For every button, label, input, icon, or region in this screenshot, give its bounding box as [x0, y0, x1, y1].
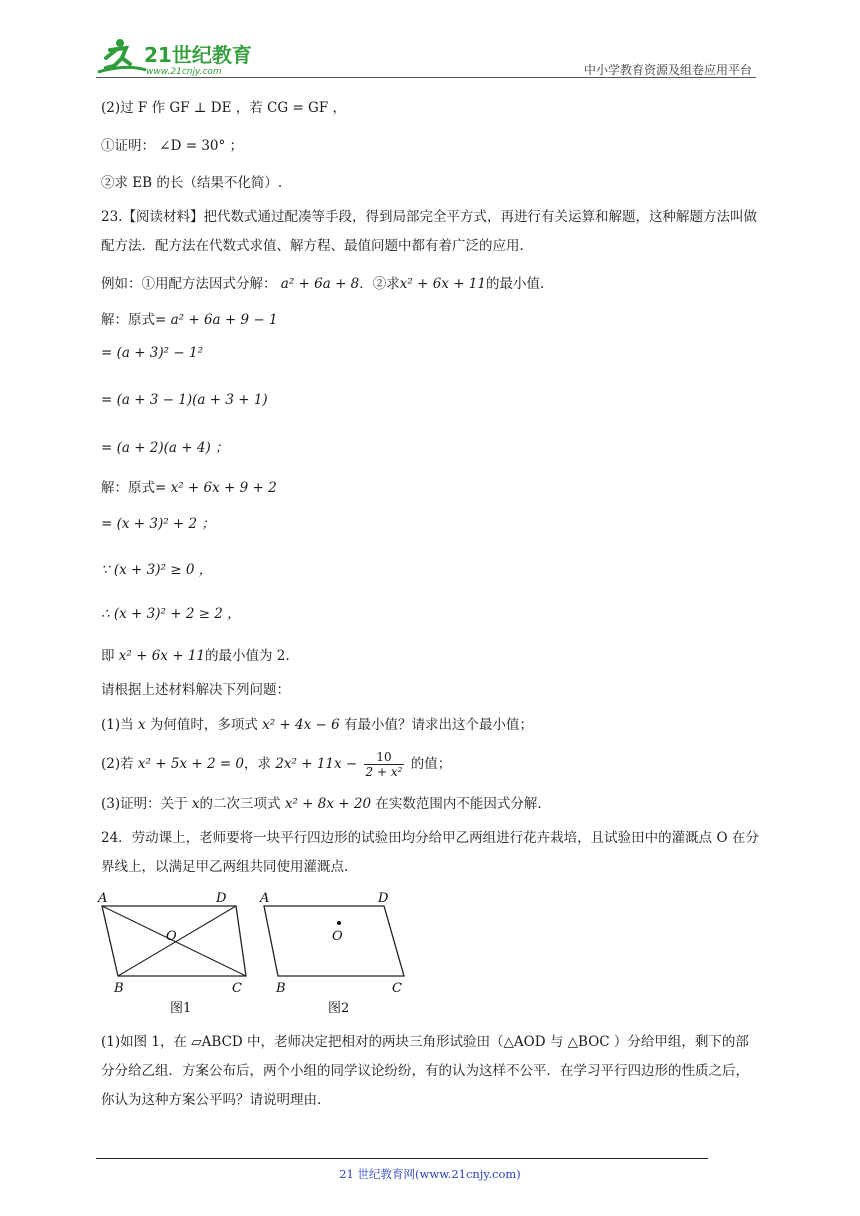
sq2-text-3: 的值；: [410, 756, 452, 772]
sq2-equation: x² + 5x + 2 = 0: [137, 756, 245, 772]
runner-icon: [98, 39, 146, 72]
example-line: [101, 274, 544, 294]
fraction-denominator: 2 + x²: [365, 765, 403, 779]
fig1-label-a: A: [98, 891, 108, 906]
sq3-text: (3)证明：关于: [101, 796, 188, 812]
parallelogram-figures: [96, 888, 426, 1018]
fig2-label-a: A: [260, 891, 270, 906]
conclusion-expr: x² + 6x + 11: [118, 648, 205, 664]
footer-link[interactable]: 21 世纪教育网(www.21cnjy.com): [339, 1167, 521, 1181]
example-expr-2: x² + 6x + 11: [399, 276, 486, 292]
sq3-expr: x² + 8x + 20: [284, 796, 372, 812]
solution1-step1: = (a + 3)² − 1²: [101, 345, 203, 361]
sq3-var: x: [191, 796, 200, 812]
sub-question-2: [101, 744, 451, 784]
q22-part2-2: ②求 EB 的长（结果不化简）.: [101, 175, 283, 191]
fig2-label-c: C: [392, 981, 402, 996]
sq3-text-3: 在实数范围内不能因式分解.: [375, 796, 542, 812]
page-header: [96, 36, 756, 78]
q22-part2: (2)过 F 作 GF ⊥ DE ，若 CG = GF ，: [101, 100, 347, 116]
fig2-label-o: O: [332, 929, 343, 944]
example-text-3: 的最小值.: [485, 276, 545, 292]
solution1-step2: = (a + 3 − 1)(a + 3 + 1): [101, 392, 268, 408]
footer-divider: [96, 1158, 708, 1159]
platform-name: 中小学教育资源及组卷应用平台: [583, 63, 752, 77]
instruction: 请根据上述材料解决下列问题：: [101, 682, 290, 698]
sq1-expr: x² + 4x − 6: [262, 717, 340, 733]
fig1-label-b: B: [114, 981, 124, 996]
sq2-expr: 2x² + 11x −: [275, 756, 358, 772]
q22-part2-1: ①证明： ∠D = 30° ；: [101, 138, 244, 154]
solution2-step3: ∴ (x + 3)² + 2 ≥ 2 ，: [101, 606, 241, 622]
figure-2: [259, 891, 404, 1016]
q24-intro: 24．劳动课上，老师要将一块平行四边形的试验田均分给甲乙两组进行花卉栽培，且试验田中的灌溉点 O 在分界线上，以满足甲乙两组共同使用灌溉点.: [101, 830, 759, 875]
example-expr-1: a² + 6a + 8: [280, 276, 360, 292]
fig2-label-b: B: [276, 981, 286, 996]
sq1-text: (1)当: [101, 717, 134, 733]
logo: [96, 36, 266, 78]
solution2-step2: ∵ (x + 3)² ≥ 0 ，: [101, 562, 213, 578]
fig1-label-d: D: [216, 891, 227, 906]
sq1-var: x: [137, 717, 146, 733]
fig2-label-d: D: [378, 891, 389, 906]
sq1-text-3: 有最小值？请求出这个最小值；: [344, 717, 534, 733]
figure-1: [97, 891, 246, 1016]
example-text-2: ．②求: [359, 276, 400, 292]
q24-part1: (1)如图 1，在 ▱ABCD 中，老师决定把相对的两块三角形试验田（△AOD 与 △BOC ）分给甲组，剩下的部分分给乙组．方案公布后，两个小组的同学议论纷纷，有的认为这样不公平．在学习平行四边形的性质之后，你认为这种方案公平吗？请说明理由.: [101, 1034, 749, 1108]
solution2-step0: = x² + 6x + 9 + 2: [155, 480, 277, 496]
solution2-step1: = (x + 3)² + 2 ；: [101, 516, 215, 532]
q23-intro: 23.【阅读材料】把代数式通过配凑等手段，得到局部完全平方式，再进行有关运算和解题，这种解题方法叫做配方法．配方法在代数式求值、解方程、最值问题中都有着广泛的应用.: [101, 209, 757, 254]
sub-question-1: [101, 715, 533, 735]
conclusion-text-2: 的最小值为 2.: [205, 648, 290, 664]
logo-url: www.21cnjy.com: [146, 67, 222, 77]
solution-label: 解：原式: [101, 312, 155, 328]
sq2-fraction: [364, 750, 405, 779]
solution-label: 解：原式: [101, 480, 155, 496]
fig2-point-o: [337, 921, 341, 925]
example-text: 例如：①用配方法因式分解：: [101, 276, 277, 292]
solution1-line0: [101, 310, 278, 330]
logo-text: 21世纪教育: [144, 43, 252, 67]
solution1-step0: = a² + 6a + 9 − 1: [155, 312, 278, 328]
sq2-text: (2)若: [101, 756, 134, 772]
solution1-step3: = (a + 2)(a + 4) ；: [101, 440, 229, 456]
solution2-line0: [101, 478, 277, 498]
sub-question-3: [101, 794, 542, 814]
sq1-text-2: 为何值时，多项式: [149, 717, 258, 733]
fraction-numerator: 10: [364, 750, 405, 765]
fig1-caption: 图1: [170, 1001, 192, 1016]
sq3-text-2: 的二次三项式: [199, 796, 281, 812]
fig1-label-o: O: [166, 929, 177, 944]
fig1-label-c: C: [232, 981, 242, 996]
fig1-line-db: [118, 906, 236, 976]
fig2-caption: 图2: [328, 1001, 350, 1016]
conclusion-text: 即: [101, 648, 115, 664]
header-divider: [96, 77, 756, 78]
sq2-text-2: ，求: [244, 756, 272, 772]
solution2-conclusion: [101, 646, 290, 666]
